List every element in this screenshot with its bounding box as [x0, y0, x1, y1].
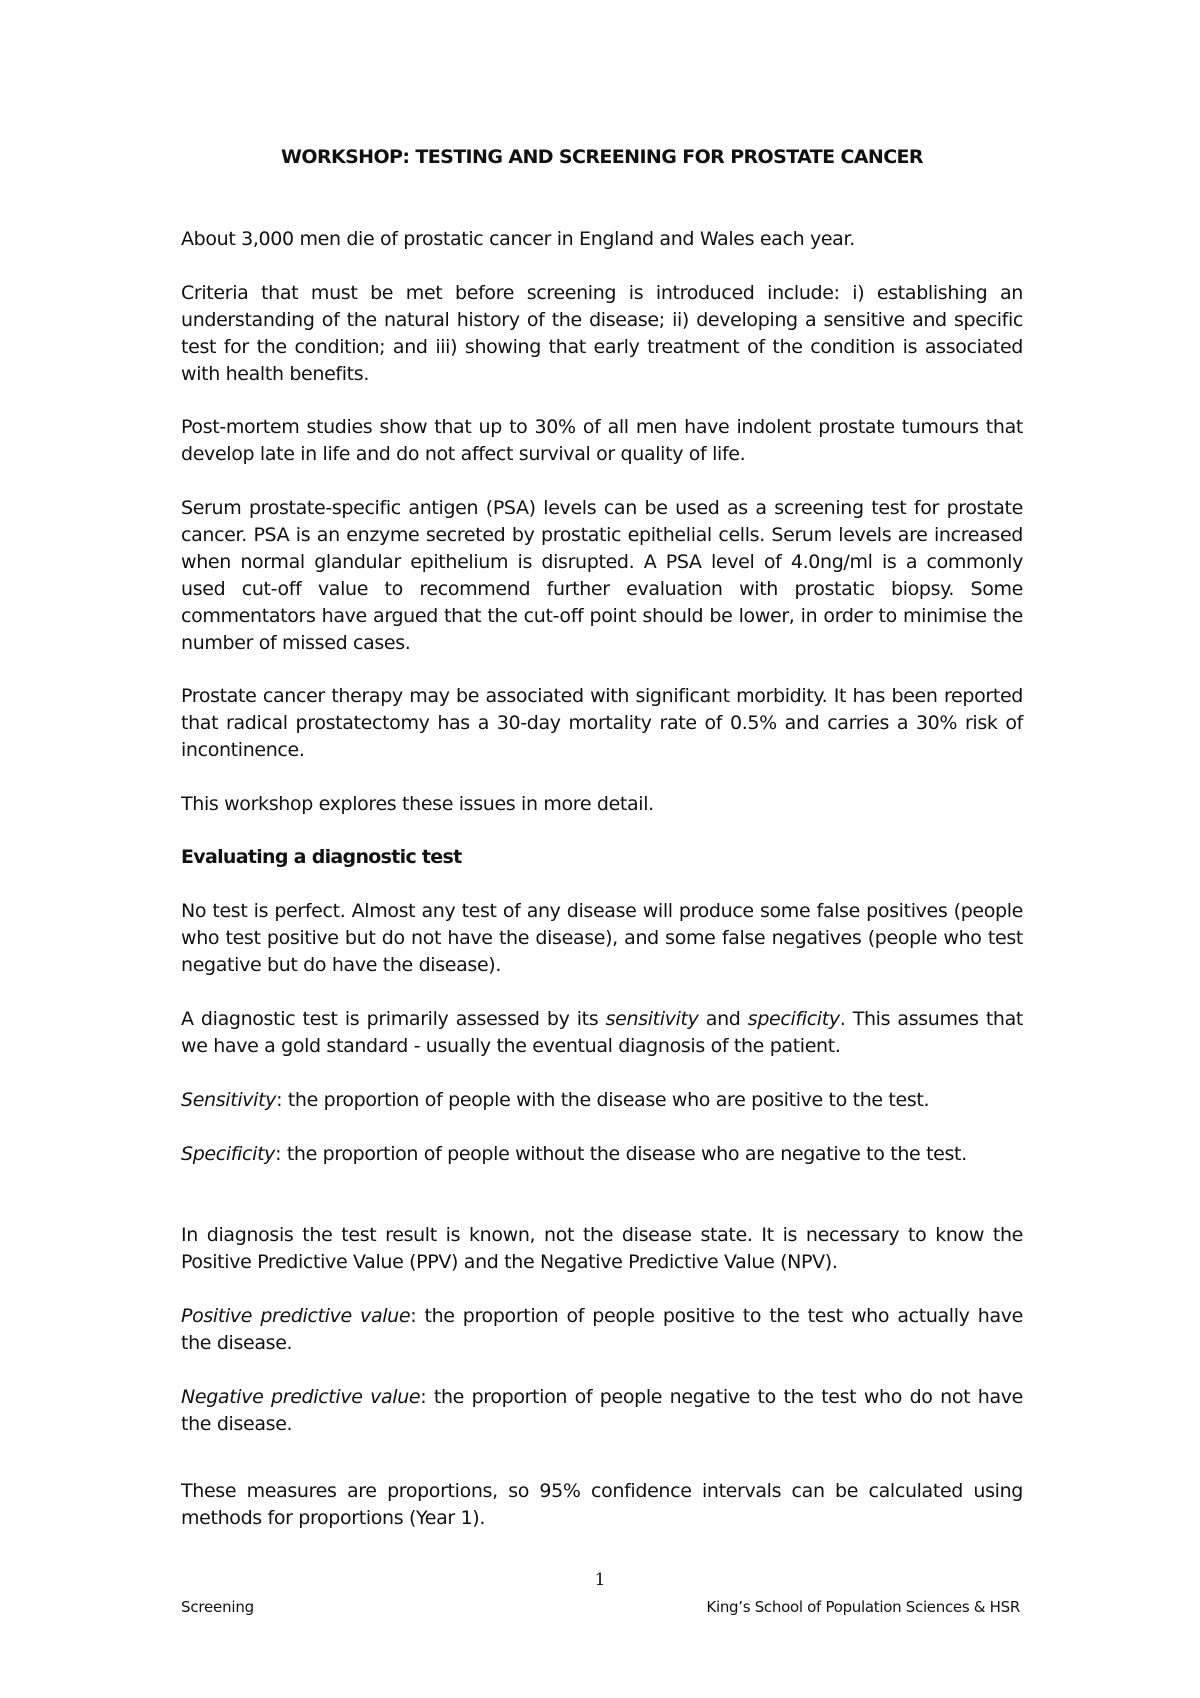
paragraph-ppv-npv-intro: In diagnosis the test result is known, not the disease state. It is necessary to know the Positive Predictive Value (PPV) and the Negative Predictive Value (NPV).	[181, 1224, 1023, 1273]
document-title: WORKSHOP: TESTING AND SCREENING FOR PROSTATE CANCER	[281, 146, 923, 168]
paragraph-diagnostic-assessment	[181, 1006, 1023, 1060]
section-heading: Evaluating a diagnostic test	[181, 846, 462, 868]
paragraph-post-mortem: Post-mortem studies show that up to 30% of all men have indolent prostate tumours that develop late in life and do not affect survival or quality of life.	[181, 416, 1023, 465]
text-segment: . This assumes that we have a gold standard - usually the eventual diagnosis of the patient.	[181, 1008, 1024, 1057]
definition-sensitivity	[181, 1087, 1023, 1114]
definition-text: : the proportion of people with the disease who are positive to the test.	[276, 1089, 930, 1111]
paragraph-no-test-perfect: No test is perfect. Almost any test of any disease will produce some false positives (people who test positive but do not have the disease), and some false negatives (people who test negative but do have the disease).	[181, 900, 1023, 976]
paragraph-workshop-intro: This workshop explores these issues in more detail.	[181, 793, 654, 815]
text-segment: A diagnostic test is primarily assessed by its	[181, 1008, 606, 1030]
definition-text: : the proportion of people negative to the test who do not have the disease.	[181, 1386, 1023, 1435]
page-number: 1	[594, 1570, 606, 1590]
definition-specificity	[181, 1141, 1023, 1168]
paragraph-deaths: About 3,000 men die of prostatic cancer in England and Wales each year.	[181, 228, 855, 250]
definition-text: : the proportion of people positive to the test who actually have the disease.	[181, 1305, 1023, 1354]
definition-term: Specificity	[181, 1143, 276, 1165]
definition-term: Positive predictive value	[181, 1305, 411, 1327]
footer-left-label: Screening	[181, 1598, 254, 1616]
term-sensitivity: sensitivity	[605, 1008, 699, 1030]
paragraph-confidence-intervals: These measures are proportions, so 95% confidence intervals can be calculated using methods for proportions (Year 1).	[181, 1480, 1023, 1529]
text-segment: and	[698, 1008, 748, 1030]
paragraph-screening-criteria: Criteria that must be met before screening is introduced include: i) establishing an understanding of the natural history of the disease; ii) developing a sensitive and specific test for the condition; and iii) showing that early treatment of the condition is associated with health benefits.	[181, 282, 1023, 385]
paragraph-psa: Serum prostate-specific antigen (PSA) levels can be used as a screening test for prostate cancer. PSA is an enzyme secreted by prostatic epithelial cells. Serum levels are increased when normal glandular epithelium is disrupted. A PSA level of 4.0ng/ml is a commonly used cut-off value to recommend further evaluation with prostatic biopsy. Some commentators have argued that the cut-off point should be lower, in order to minimise the number of missed cases.	[181, 497, 1023, 654]
definition-text: : the proportion of people without the disease who are negative to the test.	[275, 1143, 967, 1165]
footer-right-label: King’s School of Population Sciences & HSR	[706, 1598, 1020, 1616]
term-specificity: specificity	[747, 1008, 840, 1030]
definition-term: Sensitivity	[181, 1089, 277, 1111]
definition-term: Negative predictive value	[181, 1386, 421, 1408]
paragraph-therapy: Prostate cancer therapy may be associated with significant morbidity. It has been reported that radical prostatectomy has a 30-day mortality rate of 0.5% and carries a 30% risk of incontinence.	[181, 685, 1023, 761]
definition-ppv	[181, 1303, 1023, 1357]
definition-npv	[181, 1384, 1023, 1438]
